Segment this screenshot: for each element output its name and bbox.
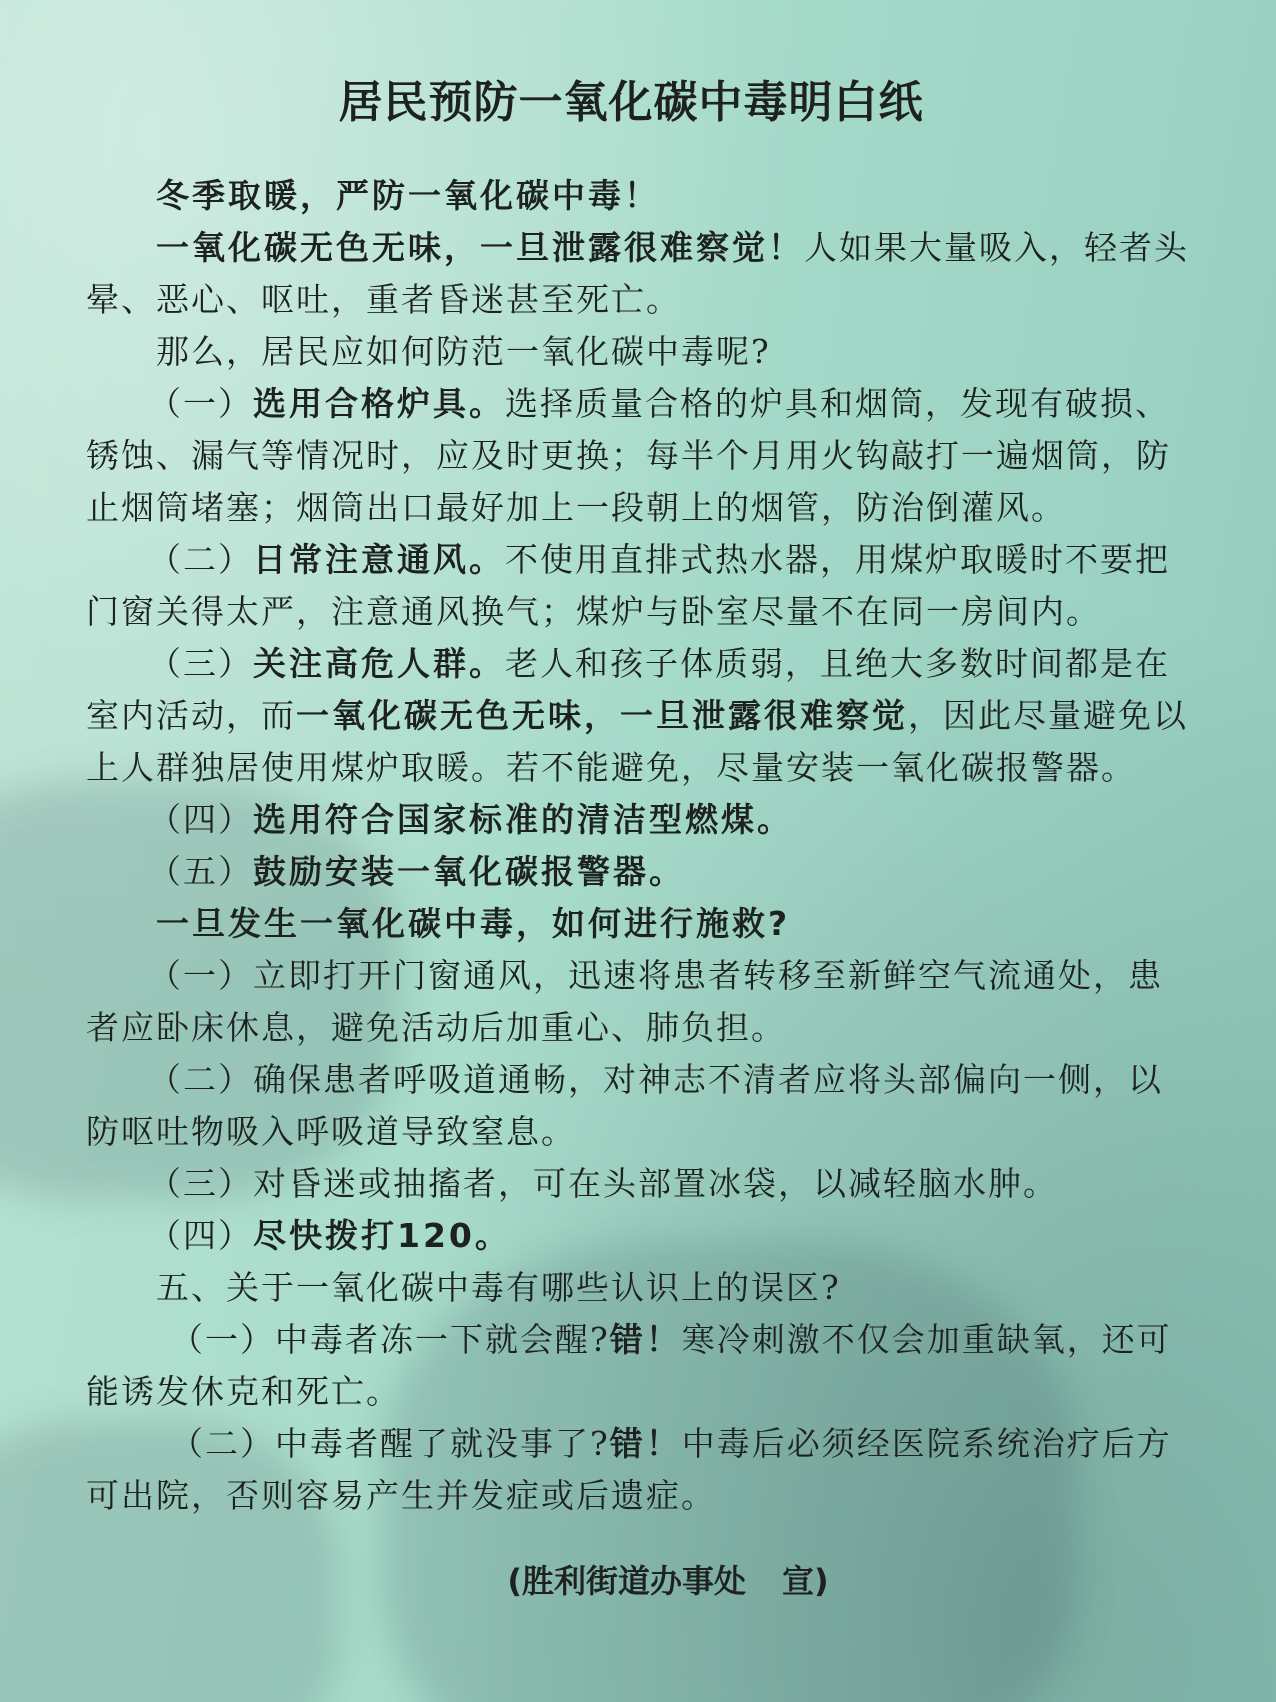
issuer-footer: (胜利街道办事处 宣) (507, 1562, 829, 1600)
rescue-item-4: （四）尽快拨打120。 (148, 1216, 511, 1255)
rescue-item-3: （三）对昏迷或抽搐者，可在头部置冰袋，以减轻脑水肿。 (148, 1164, 1058, 1203)
question-rescue: 一旦发生一氧化碳中毒，如何进行施救? (156, 904, 791, 943)
prevent-item-1: （一）选用合格炉具。选择质量合格的炉具和烟筒，发现有破损、锈蚀、漏气等情况时，应及时更换；每半个月用火钩敲打一遍烟筒，防止烟筒堵塞；烟筒出口最好加上一段朝上的烟管，防治倒灌风。 (86, 384, 1171, 527)
paragraph-hazard: 一氧化碳无色无味，一旦泄露很难察觉！人如果大量吸入，轻者头晕、恶心、呕吐，重者昏迷甚至死亡。 (86, 228, 1189, 319)
intro-line: 冬季取暖，严防一氧化碳中毒！ (156, 176, 660, 215)
myth-item-1: （一）中毒者冻一下就会醒?错！寒冷刺激不仅会加重缺氧，还可能诱发休克和死亡。 (86, 1320, 1172, 1411)
prevent-item-3: （三）关注高危人群。老人和孩子体质弱，且绝大多数时间都是在室内活动，而一氧化碳无色无味，一旦泄露很难察觉，因此尽量避免以上人群独居使用煤炉取暖。若不能避免，尽量安装一氧化碳报警器。 (86, 644, 1188, 787)
prevent-item-4: （四）选用符合国家标准的清洁型燃煤。 (148, 800, 793, 839)
page-title: 居民预防一氧化碳中毒明白纸 (338, 77, 924, 128)
question-prevent: 那么，居民应如何防范一氧化碳中毒呢? (156, 332, 771, 371)
rescue-item-2: （二）确保患者呼吸道通畅，对神志不清者应将头部偏向一侧，以防呕吐物吸入呼吸道导致窒息。 (86, 1060, 1163, 1151)
prevent-item-5: （五）鼓励安装一氧化碳报警器。 (148, 852, 685, 891)
myth-item-2: （二）中毒者醒了就没事了?错！中毒后必须经医院系统治疗后方可出院，否则容易产生并发症或后遗症。 (86, 1424, 1172, 1515)
document-body (86, 66, 1196, 1522)
question-myths: 五、关于一氧化碳中毒有哪些认识上的误区? (156, 1268, 841, 1307)
rescue-item-1: （一）立即打开门窗通风，迅速将患者转移至新鲜空气流通处，患者应卧床休息，避免活动后加重心、肺负担。 (86, 956, 1163, 1047)
prevent-item-2: （二）日常注意通风。不使用直排式热水器，用煤炉取暖时不要把门窗关得太严，注意通风换气；煤炉与卧室尽量不在同一房间内。 (86, 540, 1170, 631)
